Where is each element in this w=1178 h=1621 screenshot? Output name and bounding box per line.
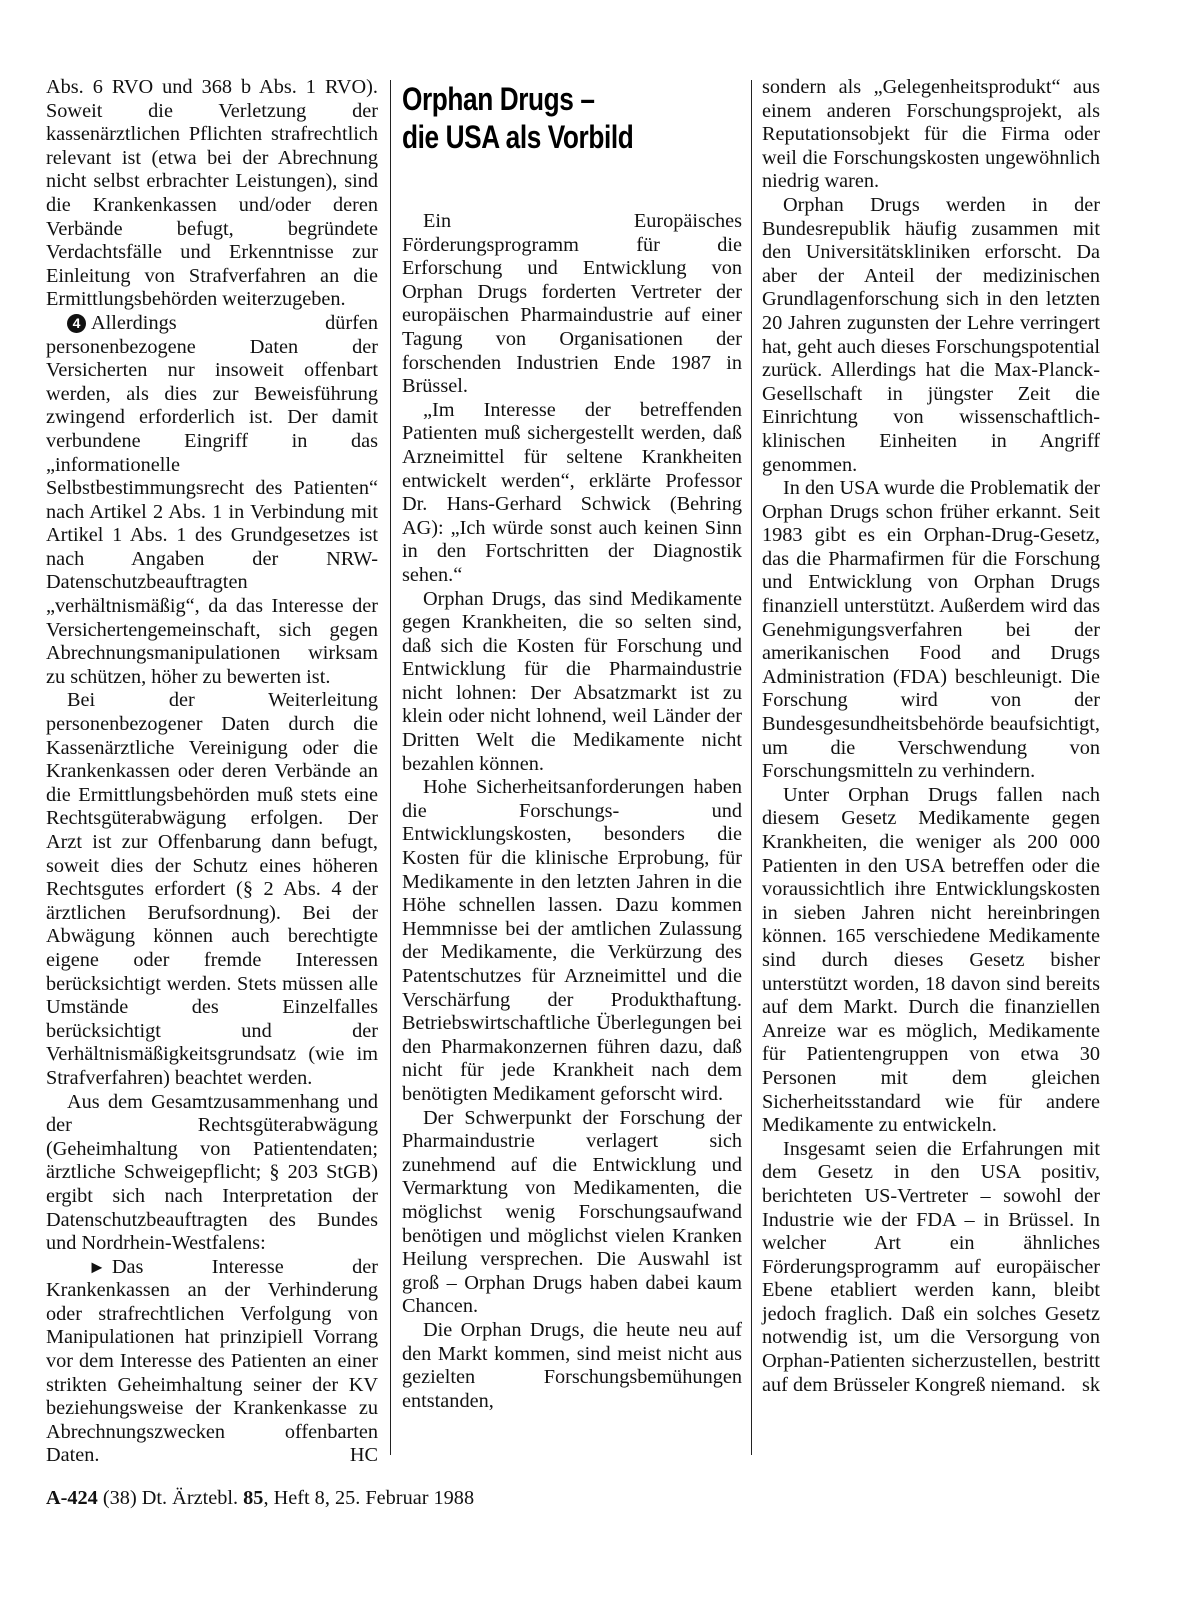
paragraph [46,312,378,690]
headline-line: Orphan Drugs – [402,81,595,117]
paragraph: Hohe Sicherheitsanforderungen haben die Forschungs- und Entwicklungskosten, besonders die Kosten für die klinische Erprobung, für Medikamente in den letzten Jahren in die Höhe schnellen lassen. Dazu kommen Hemmnisse bei der amtlichen Zulassung der Medikamente, die Verkürzung des Patentschutzes für Arzneimittel und die Verschärfung der Produkthaftung. Betriebswirtschaftliche Überlegungen bei den Pharmakonzernen führen dazu, daß nicht für jede Krankheit nach dem benötigten Medikament geforscht wird. [402,776,742,1105]
column-divider [751,80,752,1455]
volume-number: 85 [243,1487,264,1509]
paragraph: Orphan Drugs werden in der Bundesrepublik häufig zusammen mit den Universitätskliniken erforscht. Da aber der Anteil der medizinischen Grundlagenforschung sich in den letzten 20 Jahren zugunsten der Lehre verringert hat, geht auch dieses Forschungspotential zurück. Allerdings hat die Max-Planck-Gesellschaft in jüngster Zeit die Einrichtung von wissenschaftlich-klinischen Einheiten in Angriff genommen. [762,193,1100,476]
author-signature: sk [1081,1373,1100,1396]
left-column [46,76,378,1468]
author-signature: HC [349,1444,378,1467]
number-marker-icon: 4 [67,314,86,333]
paragraph: Bei der Weiterleitung personenbezogener Daten durch die Kassenärztliche Vereinigung oder die Krankenkassen oder deren Verbände an die Ermittlungsbehörden muß stets eine Rechtsgüterabwägung erfolgen. Der Arzt ist zur Offenbarung dann befugt, soweit dies der Schutz eines höheren Rechtsgutes erfordert (§ 2 Abs. 4 der ärztlichen Berufsordnung). Bei der Abwägung können auch berechtigte eigene oder fremde Interessen berücksichtigt werden. Stets müssen alle Umstände des Einzelfalles berücksichtigt und der Verhältnismäßigkeitsgrundsatz (wie im Strafverfahren) beachtet werden. [46,689,378,1089]
paragraph-text: Insgesamt seien die Erfahrungen mit dem Gesetz in den USA positiv, berichteten US-Vertreter – sowohl der Industrie wie der FDA – in Brüssel. In welcher Art ein ähnliches Förderungsprogramm auf europäischer Ebene etabliert werden kann, bleibt jedoch fraglich. Daß ein solches Gesetz notwendig ist, um die Versorgung von Orphan-Patienten sicherzustellen, bestritt auf dem Brüsseler Kongreß niemand. [762,1137,1100,1396]
paragraph: „Im Interesse der betreffenden Patienten muß sichergestellt werden, daß Arzneimittel für seltene Krankheiten entwickelt werden“, erklärte Professor Dr. Hans-Gerhard Schwick (Behring AG): „Ich würde sonst auch keinen Sinn in den Fortschritten der Diagnostik sehen.“ [402,398,742,586]
paragraph-text: Das Interesse der Krankenkassen an der Verhinderung oder strafrechtlichen Verfolgung von Manipulationen hat prinzipiell Vorrang vor dem Interesse des Patienten an einer strikten Geheimhaltung seiner der KV beziehungsweise der Krankenkasse zu Abrechnungszwecken offenbarten Daten. [46,1255,378,1467]
triangle-bullet-icon: ► [88,1256,106,1277]
paragraph: Abs. 6 RVO und 368 b Abs. 1 RVO). Soweit die Verletzung der kassenärztlichen Pflichten strafrechtlich relevant ist (etwa bei der Abrechnung nicht selbst erbrachter Leistungen), sind die Krankenkassen und/oder deren Verbände befugt, begründete Verdachtsfälle und Erkenntnisse zur Einleitung von Strafverfahren an die Ermittlungsbehörden weiterzugeben. [46,76,378,311]
paragraph-text: Allerdings dürfen personenbezogene Daten der Versicherten nur insoweit offenbart werden, als dies zur Beweisführung zwingend erforderlich ist. Der damit verbundene Eingriff in das „informationelle Selbstbestimmungsrecht des Patienten“ nach Artikel 2 Abs. 1 in Verbindung mit Artikel 1 Abs. 1 des Grundgesetzes ist nach Angaben der NRW-Datenschutzbeauftragten „verhältnismäßig“, da das Interesse der Versichertengemeinschaft, sich gegen Abrechnungsmanipulationen wirksam zu schützen, höher zu bewerten ist. [46,311,378,688]
column-divider [390,80,391,1455]
paragraph: sondern als „Gelegenheitsprodukt“ aus einem anderen Forschungsprojekt, als Reputationsobjekt für die Firma oder weil die Forschungskosten ungewöhnlich niedrig waren. [762,76,1100,193]
paragraph: Ein Europäisches Förderungsprogramm für die Erforschung und Entwicklung von Orphan Drugs forderten Vertreter der europäischen Pharmaindustrie auf einer Tagung von Organisationen der forschenden Industrien Ende 1987 in Brüssel. [402,210,742,398]
headline-line: die USA als Vorbild [402,119,634,155]
paragraph: Unter Orphan Drugs fallen nach diesem Gesetz Medikamente gegen Krankheiten, die weniger als 200 000 Patienten in den USA betreffen oder die voraussichtlich ihre Entwicklungskosten in sieben Jahren nicht hereinbringen können. 165 verschiedene Medikamente sind durch dieses Gesetz bisher unterstützt worden, 18 davon sind bereits auf dem Markt. Durch die finanziellen Anreize war es möglich, Medikamente für Patientengruppen von etwa 30 Personen mit dem gleichen Sicherheitsstandard wie für andere Medikamente zu entwickeln. [762,783,1100,1137]
page-footer [46,1487,474,1510]
middle-column [402,76,742,1413]
issue-prefix: (38) Dt. Ärztebl. [102,1487,239,1509]
paragraph [762,1138,1100,1398]
page-number: A-424 [46,1487,98,1509]
paragraph: Orphan Drugs, das sind Medikamente gegen Krankheiten, die so selten sind, daß sich die Kosten für Forschung und Entwicklung für die Pharmaindustrie nicht lohnen: Der Absatzmarkt ist zu klein oder nicht lohnend, weil Länder der Dritten Welt die Medikamente nicht bezahlen können. [402,587,742,775]
right-column [762,76,1100,1397]
paragraph: Aus dem Gesamtzusammenhang und der Rechtsgüterabwägung (Geheimhaltung von Patientendaten; ärztliche Schweigepflicht; § 203 StGB) ergibt sich nach Interpretation der Datenschutzbeauftragten des Bundes und Nordrhein-Westfalens: [46,1090,378,1255]
article-headline [402,80,746,156]
paragraph: In den USA wurde die Problematik der Orphan Drugs schon früher erkannt. Seit 1983 gibt es ein Orphan-Drug-Gesetz, das die Pharmafirmen für die Forschung und Entwicklung von Orphan Drugs finanziell unterstützt. Außerdem wird das Genehmigungsverfahren bei der amerikanischen Food and Drugs Administration (FDA) beschleunigt. Die Forschung wird von der Bundesgesundheitsbehörde beaufsichtigt, um die Verschwendung von Forschungsmitteln zu verhindern. [762,477,1100,783]
paragraph: Der Schwerpunkt der Forschung der Pharmaindustrie verlagert sich zunehmend auf die Entwicklung und Vermarktung von Medikamenten, die möglichst wenig Forschungsaufwand benötigen und möglichst vielen Kranken Heilung versprechen. Die Auswahl ist groß – Orphan Drugs haben dabei kaum Chancen. [402,1106,742,1318]
paragraph: Die Orphan Drugs, die heute neu auf den Markt kommen, sind meist nicht aus gezielten Forschungsbemühungen entstanden, [402,1318,742,1412]
paragraph [46,1256,378,1468]
issue-details: , Heft 8, 25. Februar 1988 [263,1487,475,1509]
